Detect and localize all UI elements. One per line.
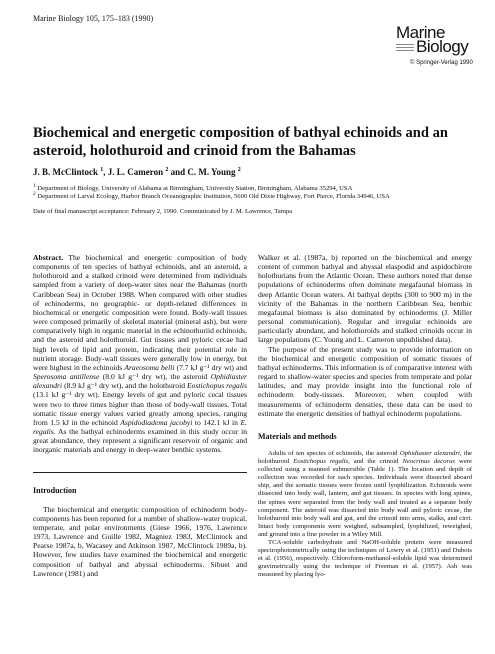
methods-text-1: Adults of ten species of echinoids, the asteroid	[268, 449, 400, 457]
abstract-label: Abstract.	[33, 253, 64, 262]
abstract-text-2: (7.7 kJ g⁻¹ dry wt) and	[174, 362, 247, 372]
purpose-paragraph: The purpose of the present study was to provide information on the biochemical and energetic composition of somatic tissues of bathyal echinoderms. This information is of comparative interest with regard to shallow-water species and species from temperate and polar latitudes, and may provide insight into the functional role of echinoderm body-tissues. Moreover, when coupled with measurements of echinoderm densities, these data can be used to estimate the energetic densities of bathyal echinoderm populations.	[258, 344, 472, 418]
logo-small-print	[396, 42, 414, 56]
affiliation-1-text: Department of Biology, University of Alabama at Birmingham, University Station, Birmingham, Alabama 35294, USA	[37, 185, 353, 193]
intro-continued: Walker et al. (1987a, b) reported on the biochemical and energy content of common bathyal and abyssal elaspodid and aspidochirote holothurians from the Atlantic Ocean. These authors noted that dense populations of echinoderms often dominate megafaunal biomass in deep Atlantic Ocean waters. At bathyal depths (300 to 900 m) in the vicinity of the Bahamas in the northern Caribbean Sea, benthic megafaunal biomass is also dominated by echinoderms (J. Miller personal communication). Regular and irregular echinoids are particularly abundant, and holothuroids and stalked crinoids occur in large populations (C. Young and L. Cameron unpublished data).	[258, 253, 472, 345]
author-2-sup: 2	[165, 167, 169, 173]
species-ophidiaster: Ophidiaster alexandri	[33, 372, 247, 391]
logo-line1: Marine	[396, 23, 445, 42]
right-column	[258, 253, 472, 579]
species-sperosoma: Sperosoma antillense	[33, 372, 100, 382]
logo-line2: Biology	[416, 37, 469, 56]
abstract-text-3: (8.0 kJ g⁻¹ dry wt), the asteroid	[99, 372, 211, 382]
methods-text-3: , and the crinoid	[348, 458, 403, 466]
author-2: J. L. Cameron	[107, 167, 164, 177]
author-3-sup: 2	[237, 167, 241, 173]
species-ophidiaster-2: Ophidiaster alexandri	[399, 449, 460, 457]
acceptance-date: Date of final manuscript acceptance: February 2, 1990. Communicated by J. M. Lawrence, Tampa	[33, 208, 293, 215]
species-e-regalis: E. regalis	[33, 417, 247, 436]
journal-reference: Marine Biology 105, 175–183 (1990)	[33, 14, 154, 23]
methods-paragraph-2: TCA-soluble carbohydrate and NaOH-soluble protein were measured spectrophotometrically using the techniques of Lowry et al. (1951) and Dubois et al. (1956), respectively. Chloroform-methanol-soluble lipid was determined gravimetrically using the technique of Freeman et al. (1957). Ash was measured by placing lyo-	[258, 539, 472, 579]
article-title: Biochemical and energetic composition of bathyal echinoids and an asteroid, holothuroid and crinoid from the Bahamas	[33, 125, 448, 159]
species-araeosoma: Araeosoma belli	[124, 362, 175, 372]
species-neocrinus: Neocrinus decorus	[402, 458, 456, 466]
introduction-text: The biochemical and energetic composition of echinoderm body-components has been reported for a number of shallow-water tropical, temperate, and polar environments (Giese 1966, 1976, Lawrence 1973, Lawrence and Guille 1982, Magniez 1983, McClintock and Pearse 1987a, b, Wacasey and Atkinson 1987, McClintock 1989a, b). However, few studies have examined the biochemical and energetic composition of bathyal and abyssal echinoderms. Sibuet and Lawrence (1981) and	[33, 504, 247, 578]
left-column	[33, 253, 247, 578]
species-eostichopus-2: Eostichopus regalis	[293, 458, 349, 466]
introduction-heading: Introduction	[33, 486, 77, 496]
logo-copyright: © Springer-Verlag 1990	[410, 60, 473, 66]
species-eostichopus: Eostichopus regalis	[187, 381, 247, 391]
abstract-text-1: The biochemical and energetic composition of body components of ten species of bathyal echinoids, and an asteroid, a holothuroid and a stalked crinoid were determined from individuals sampled from a variety of deep-water sites near the Bahamas (north Caribbean Sea) in October 1988. When compared with other studies of echinoderms, no geographic- or depth-related differences in biochemical or energetic composition were found. Body-wall tissues were composed primarily of skeletal material (mineral ash), but were comparatively high in organic material in the echinothuriid echinoids, and the asteroid and holothuroid. Gut tissues and pyloric cecae had high levels of lipid and protein, indicating their potential role in nutrient storage. Body-wall tissues were generally low in energy, but were highest in the echinoids	[33, 253, 247, 372]
affiliation-2-sup: 2	[33, 191, 36, 197]
author-line: J. B. McClintock $^1$, J. L. Cameron $^2$ and C. M. Young $^2$	[33, 167, 241, 177]
abstract-text-4: (8.9 kJ g⁻¹ dry wt), and the holothuroid	[62, 381, 188, 391]
abstract-text-5: (13.1 kJ g⁻¹ dry wt). Energy levels of gut and pyloric cecal tissues were two to three times higher than those of body-wall tissues. Total somatic tissue energy values varied greatly among species, ranging from 1.5 kJ in the echinoid	[33, 390, 247, 427]
affiliation-1-sup: 1	[33, 183, 36, 189]
author-1-sup: 1	[100, 167, 104, 173]
author-3: C. M. Young	[187, 167, 236, 177]
affiliation-2-text: Department of Larval Ecology, Harbor Branch Oceanographic Institution, 5600 Old Dixie Highway, Fort Pierce, Florida 34946, USA	[37, 193, 390, 201]
abstract-text-7: . As the bathyal echinoderms examined in this study occur in great abundance, they represent a significant reservoir of organic and inorganic materials and energy in deep-water benthic systems.	[33, 426, 247, 455]
author-1: J. B. McClintock	[33, 167, 98, 177]
methods-paragraph-1	[258, 450, 472, 539]
abstract-text-6: to 142.1 kJ in	[192, 417, 241, 427]
affiliation-2	[33, 190, 478, 201]
species-aspidodiadema: Aspidodiadema jacobyi	[120, 417, 193, 427]
methods-text-2: , the holothuroid	[258, 449, 472, 466]
methods-heading: Materials and methods	[258, 431, 337, 441]
abstract	[33, 253, 247, 454]
journal-logo	[394, 23, 473, 74]
methods-text-4: were collected using a manned submersible (Table 1). The location and depth of collection was recorded for each species. Individuals were dissected aboard ship, and the somatic tissues were frozen until lyophilization. Echinoids were dissected into body wall, lantern, and gut tissues. In species with long spines, the spines were separated from the body wall and treated as a separate body component. The asteroid was dissected into body wall and pyloric cecae, the holothuroid into body wall and gut, and the crinoid into arms, stalks, and cirri. Intact body components were weighed, subsampled, lyophilized, reweighed, and ground into a fine powder in a Wiley Mill.	[258, 458, 472, 538]
